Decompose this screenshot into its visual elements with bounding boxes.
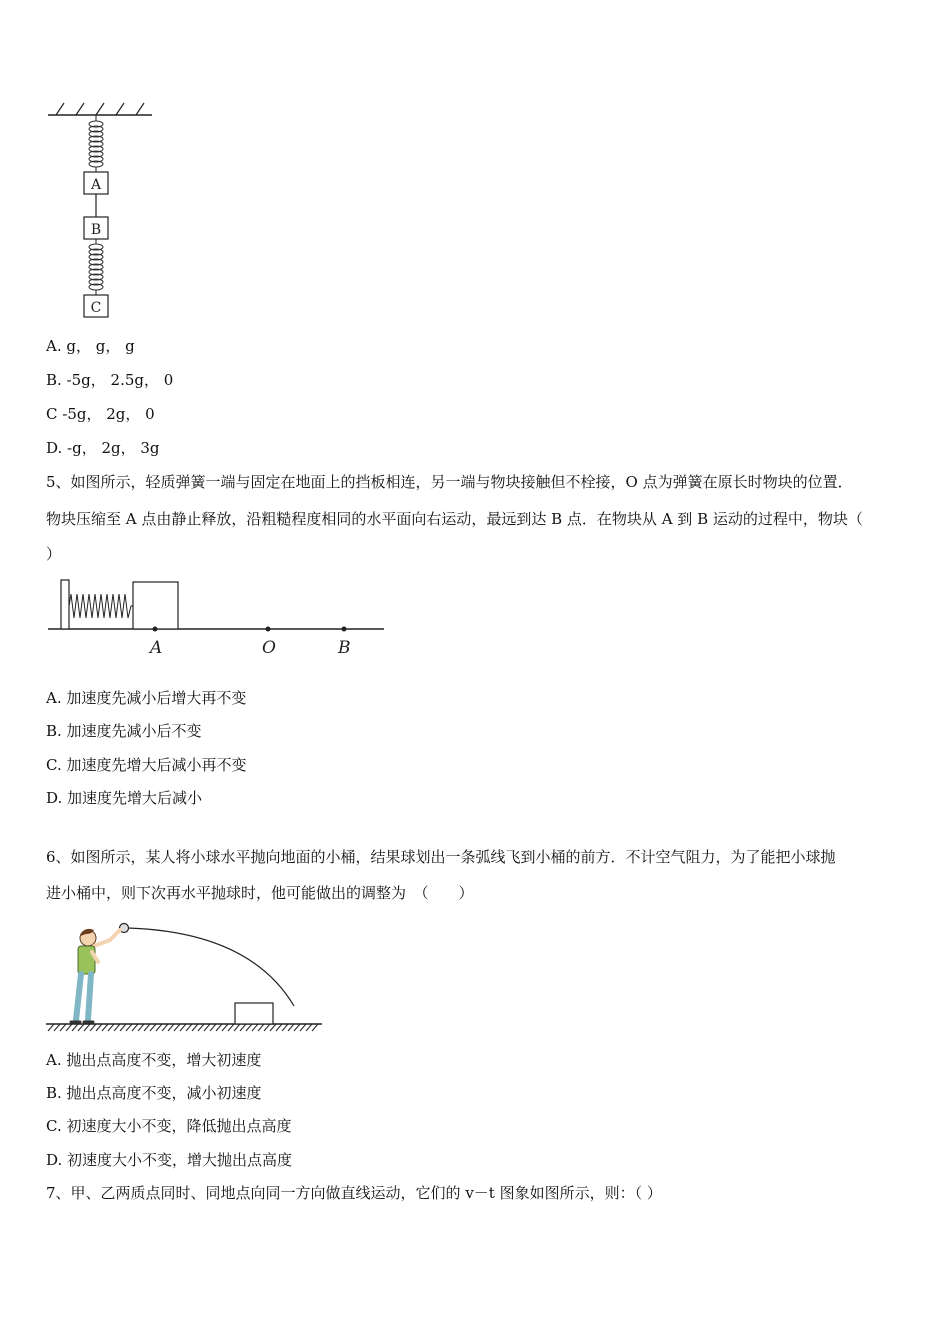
point-o-label: O [262,638,276,658]
upper-spring [89,121,103,167]
q6-option-b: B. 抛出点高度不变，减小初速度 [46,1084,262,1102]
person-figure [71,929,120,1022]
q5-stem-line-1: 5、如图所示，轻质弹簧一端与固定在地面上的挡板相连，另一端与物块接触但不栓接，O 点为弹簧在原长时物块的位置． [46,473,853,491]
point-a-label: A [150,638,163,658]
projectile-figure [40,918,330,1036]
q5-stem-line-3: ） [46,545,62,563]
q6-option-a: A. 抛出点高度不变，增大初速度 [46,1051,262,1069]
block-b-label: B [90,222,102,238]
q5-option-d: D. 加速度先增大后减小 [46,789,203,807]
spring-system-figure [40,95,160,325]
q5-stem-line-2: 物块压缩至 A 点由静止释放，沿粗糙程度相同的水平面向右运动，最远到达 B 点．在物块从 A 到 B 运动的过程中，物块（ [46,510,863,528]
q7-stem-line-1: 7、甲、乙两质点同时、同地点向同一方向做直线运动，它们的 v－t 图象如图所示，则：（ ） [46,1184,662,1202]
ceiling-hatch [56,103,144,115]
q4-option-c: C -5g， 2g， 0 [46,405,155,423]
wall-plate [61,580,69,629]
block-a-label: A [90,177,102,193]
q4-option-a: A. g， g， g [46,337,135,355]
q6-stem-line-2: 进小桶中，则下次再水平抛球时，他可能做出的调整为 （ ） [46,884,474,902]
block-c-label: C [90,300,102,316]
q4-option-b: B. -5g， 2.5g， 0 [46,371,174,389]
q6-stem-line-1: 6、如图所示，某人将小球水平抛向地面的小桶，结果球划出一条弧线飞到小桶的前方．不计空气阻力，为了能把小球抛 [46,848,836,866]
point-o [266,627,271,632]
q5-option-c: C. 加速度先增大后减小再不变 [46,756,247,774]
compressed-spring [69,594,133,618]
q6-option-c: C. 初速度大小不变，降低抛出点高度 [46,1117,292,1135]
point-a [153,627,158,632]
ball-trajectory [128,928,294,1006]
q5-option-b: B. 加速度先减小后不变 [46,722,202,740]
point-b [342,627,347,632]
spring-block-figure [40,572,390,662]
block [133,582,178,629]
ground-hatch [48,1024,318,1031]
q4-option-d: D. -g， 2g， 3g [46,439,160,457]
bucket [235,1003,273,1024]
q6-option-d: D. 初速度大小不变，增大抛出点高度 [46,1151,293,1169]
lower-spring [89,244,103,290]
point-b-label: B [338,638,351,658]
q5-option-a: A. 加速度先减小后增大再不变 [46,689,247,707]
